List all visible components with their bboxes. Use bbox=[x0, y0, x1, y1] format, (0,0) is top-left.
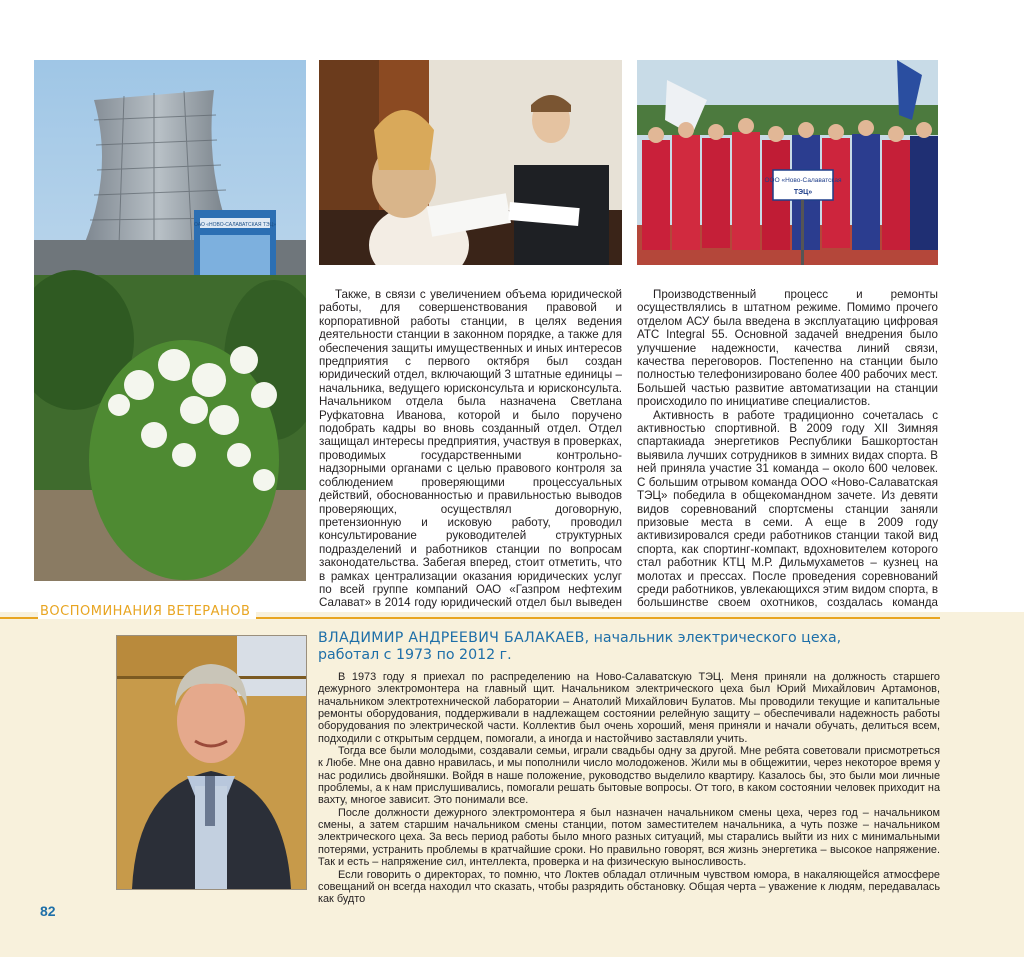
team-sign-line1: ООО «Ново-Салаватская bbox=[764, 177, 842, 184]
veteran-period: работал с 1973 по 2012 г. bbox=[318, 647, 512, 663]
photo-cooling-tower bbox=[34, 60, 306, 581]
memoir-paragraph: После должности дежурного электромонтера я был назначен начальником смены цеха, через год – начальником смены, а затем старшим начальником смены станции, потом заместителем начальника, а чуть позже – начальником электрического цеха. За весь период работы было много разных ситуаций, мы старались выйти из них с минимальными потерями, устранить проблемы в кратчайшие сроки. Но правильно говорят, вся жизнь энергетика – высокое напряжение. Так и есть – напряжение сил, интеллекта, проверка и на физическую выносливость. bbox=[318, 806, 940, 869]
photo-office-meeting bbox=[319, 60, 622, 265]
article-column-left bbox=[319, 288, 622, 623]
article-column-right bbox=[637, 288, 938, 623]
photo-sports-team bbox=[637, 60, 938, 265]
veteran-role: , начальник электрического цеха, bbox=[584, 630, 842, 646]
team-sign-line2: ТЭЦ» bbox=[793, 189, 813, 196]
article-paragraph: Производственный процесс и ремонты осуществлялись в штатном режиме. Помимо прочего отделом АСУ была введена в эксплуатацию цифровая АТС Integral 55. Основной задачей внедрения было улучшение надежности, качества линий связи, качества переговоров. Постепенно на станции было полностью телефонизировано более 400 рабочих мест. Большей частью развитие автоматизации на станции происходило по инициативе специалистов. bbox=[637, 288, 938, 409]
veteran-memoir bbox=[318, 671, 940, 906]
article-paragraph: Активность в работе традиционно сочеталась с активностью спортивной. В 2009 году XII Зимняя спартакиада энергетиков Республики Башкортостан выявила лучших сотрудников в зимних видах спорта. В ней приняла участие 31 команда – около 600 человек. С большим отрывом команда ООО «Ново-Салаватская ТЭЦ» победила в общекомандном зачете. Из девяти видов соревнований спортсмены станции заняли призовые места в семи. А еще в 2009 году активизировался среди работников станции такой вид спорта, как спортинг-компакт, вдохновителем которого стал работник КТЦ М.Р. Дильмухаметов – кузнец на молотах и прессах. После проведения соревнований среди работников, увлекающихся этим видом спорта, в большинстве своем охотников, создалась команда bbox=[637, 408, 938, 610]
tower-sign-text: ОАО «НОВО-САЛАВАТСКАЯ ТЭЦ» bbox=[193, 222, 277, 228]
veteran-portrait bbox=[116, 635, 307, 890]
memoir-paragraph: Если говорить о директорах, то помню, что Локтев обладал отличным чувством юмора, в накаляющейся атмосфере совещаний он всегда находил что сказать, чтобы разрядить обстановку. Общая черта – уважение к людям, передавалась как будто bbox=[318, 868, 940, 906]
article-paragraph: Также, в связи с увеличением объема юридической работы, для совершенствования правовой и корпоративной работы станции, в целях ведения деятельности станции в законном порядке, а также для обеспечения защиты имущественных и иных интересов предприятия с первого октября был создан юридический отдел, включающий 3 штатные единицы – начальника, ведущего юрисконсульта и юрисконсульта. Начальником отдела была назначена Светлана Руфкатовна Иванова, которой и было поручено подобрать кадры во вновь созданный отдел. Отдел защищал интересы предприятия, участвуя в проверках, проводимых государственными контрольно-надзорными органами с целью правового контроля за соблюдением проверяющими процессуальных действий, обоснованностью и правильностью выводов проверяющих, осуществлял договорную, претензионную и исковую работу, проводил консультирование руководителей структурных подразделений и работников станции по вопросам законодательства. Забегая вперед, стоит отметить, что в рамках централизации оказания юридических услуг по всей группе компаний ОАО «Газпром нефтехим Салават» в 2014 году юридический отдел был выведен bbox=[319, 288, 622, 610]
veteran-name: ВЛАДИМИР АНДРЕЕВИЧ БАЛАКАЕВ bbox=[318, 630, 585, 646]
page-number: 82 bbox=[40, 903, 56, 919]
memoir-paragraph: Тогда все были молодыми, создавали семьи, играли свадьбы одну за другой. Мне ребята советовали присмотреться к Любе. Мне она давно нравилась, и мы пополнили число молодоженов. Жили мы в общежитии, через некоторое время у нас родились двойняшки. Войдя в наше положение, руководство выделило квартиру. Казалось бы, это были мои личные проблемы, а к нам прислушивались, помогали решать бытовые вопросы. От того, в каком состоянии человек приходит на вахту, многое зависит. Это понимали все. bbox=[318, 745, 940, 807]
memoir-paragraph: В 1973 году я приехал по распределению на Ново-Салаватскую ТЭЦ. Меня приняли на должность старшего дежурного электромонтера на главный щит. Начальником электрического цеха был Юрий Михайлович Артамонов, начальником электротехнической лаборатории – Анатолий Михайлович Булатов. Мы проводили текущие и капитальные ремонты оборудования, поддерживали в надлежащем состоянии релейную защиту – обеспечивали надежность работы оборудования по электрической части. Коллектив был очень хороший, меня приняли и начали обучать, делиться всем, подходили с открытым сердцем, помогали, а иногда и настойчиво заставляли учить. bbox=[318, 671, 940, 745]
section-label: ВОСПОМИНАНИЯ ВЕТЕРАНОВ bbox=[38, 604, 256, 619]
veteran-heading bbox=[318, 630, 958, 664]
